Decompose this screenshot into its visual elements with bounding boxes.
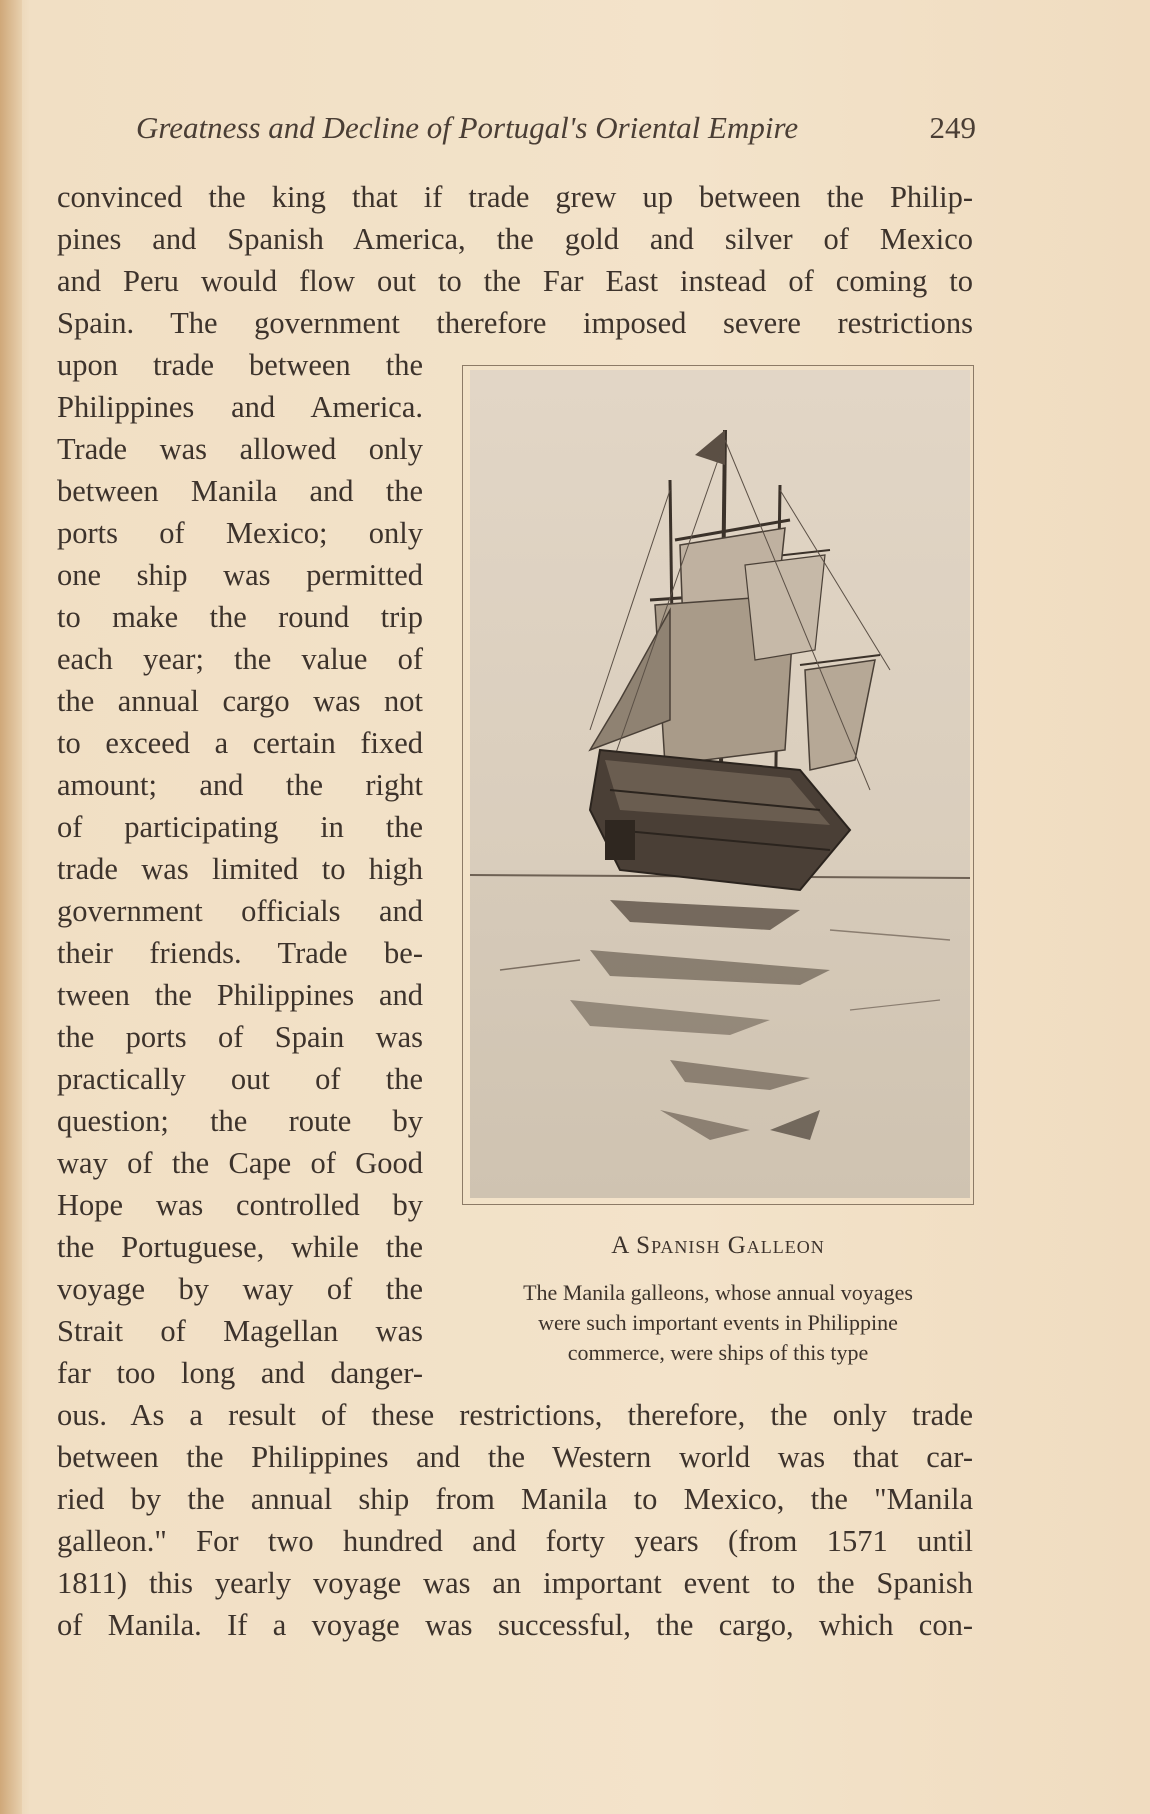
body-line: question; the route by: [57, 1104, 423, 1138]
body-line: convinced the king that if trade grew up between the Philip-: [57, 180, 973, 214]
body-line: ried by the annual ship from Manila to Mexico, the "Manila: [57, 1482, 973, 1516]
body-line: 1811) this yearly voyage was an important event to the Spanish: [57, 1566, 973, 1600]
body-line: voyage by way of the: [57, 1272, 423, 1306]
body-line: the ports of Spain was: [57, 1020, 423, 1054]
body-line: one ship was permitted: [57, 558, 423, 592]
galleon-illustration: [470, 370, 970, 1198]
body-line: of participating in the: [57, 810, 423, 844]
page-header: [56, 110, 976, 156]
body-line: the Portuguese, while the: [57, 1230, 423, 1264]
body-line: trade was limited to high: [57, 852, 423, 886]
body-line: between the Philippines and the Western world was that car-: [57, 1440, 973, 1474]
body-line: Strait of Magellan was: [57, 1314, 423, 1348]
body-line: way of the Cape of Good: [57, 1146, 423, 1180]
body-line: ports of Mexico; only: [57, 516, 423, 550]
body-line: tween the Philippines and: [57, 978, 423, 1012]
page-number: 249: [929, 110, 976, 145]
body-line: galleon." For two hundred and forty years (from 1571 until: [57, 1524, 973, 1558]
body-line: their friends. Trade be-: [57, 936, 423, 970]
body-line: Trade was allowed only: [57, 432, 423, 466]
body-line: the annual cargo was not: [57, 684, 423, 718]
figure-caption-line: commerce, were ships of this type: [567, 1340, 869, 1365]
figure-caption-line: The Manila galleons, whose annual voyages: [523, 1280, 913, 1305]
body-line: between Manila and the: [57, 474, 423, 508]
body-line: amount; and the right: [57, 768, 423, 802]
body-line: government officials and: [57, 894, 423, 928]
book-spine-shadow: [0, 0, 22, 1814]
body-line: pines and Spanish America, the gold and silver of Mexico: [57, 222, 973, 256]
body-line: upon trade between the: [57, 348, 423, 382]
body-line: far too long and danger-: [57, 1356, 423, 1390]
running-title: Greatness and Decline of Portugal's Oriental Empire: [136, 110, 799, 145]
body-line: Spain. The government therefore imposed severe restrictions: [57, 306, 973, 340]
figure-caption-line: were such important events in Philippine: [538, 1310, 898, 1335]
body-line: Hope was controlled by: [57, 1188, 423, 1222]
body-line: each year; the value of: [57, 642, 423, 676]
body-line: ous. As a result of these restrictions, therefore, the only trade: [57, 1398, 973, 1432]
body-line: to make the round trip: [57, 600, 423, 634]
figure-title: A Spanish Galleon: [611, 1232, 825, 1259]
body-line: to exceed a certain fixed: [57, 726, 423, 760]
body-line: Philippines and America.: [57, 390, 423, 424]
body-line: practically out of the: [57, 1062, 423, 1096]
body-line: and Peru would flow out to the Far East instead of coming to: [57, 264, 973, 298]
body-line: of Manila. If a voyage was successful, the cargo, which con-: [57, 1608, 973, 1642]
